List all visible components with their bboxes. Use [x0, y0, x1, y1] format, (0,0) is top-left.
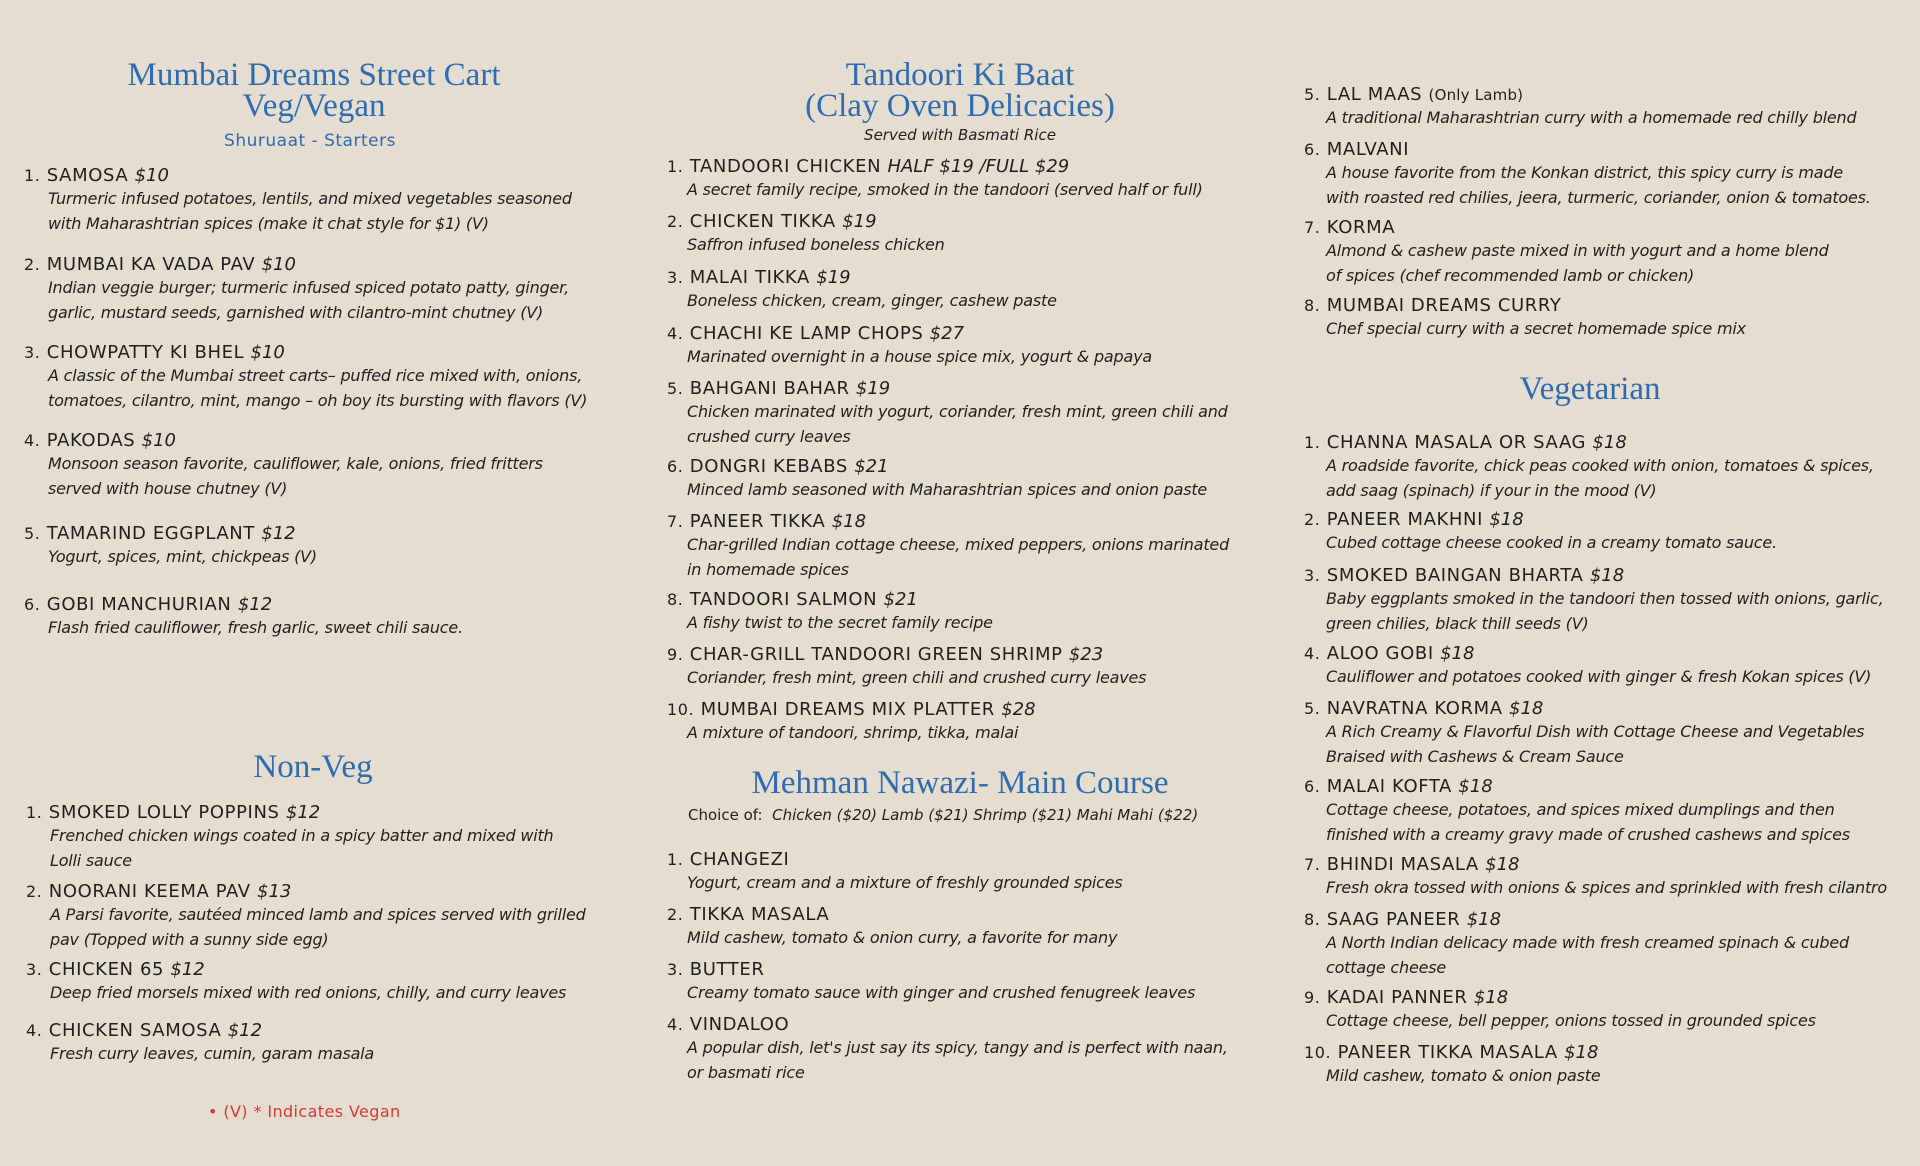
description-line: Deep fried morsels mixed with red onions, chilly, and curry leaves [50, 983, 567, 1002]
menu-item-number: 3. [667, 268, 684, 287]
menu-item-name: SAAG PANEER [1326, 909, 1461, 930]
menu-item-description [1304, 161, 1871, 210]
menu-item-description [667, 611, 993, 636]
description-line: Saffron infused boneless chicken [687, 235, 945, 254]
menu-item-name: MUMBAI DREAMS MIX PLATTER [700, 699, 995, 720]
menu-item [24, 342, 587, 413]
description-line: pav (Topped with a sunny side egg) [50, 929, 329, 949]
menu-item-price: $12 [170, 959, 205, 980]
menu-item-description [26, 824, 554, 873]
menu-item-description [667, 1036, 1228, 1085]
menu-item-number: 6. [667, 457, 684, 476]
menu-item-description [667, 533, 1229, 582]
menu-item-number: 1. [667, 157, 684, 176]
menu-item [1304, 217, 1829, 288]
menu-item-price: $13 [257, 881, 292, 902]
menu-item-description [1304, 454, 1874, 503]
description-line: Yogurt, spices, mint, chickpeas (V) [48, 547, 317, 566]
menu-item-heading [667, 1014, 1228, 1036]
description-line: A roadside favorite, chick peas cooked with onion, tomatoes & spices, [1326, 456, 1874, 475]
menu-item [667, 211, 945, 258]
menu-item-name: KORMA [1326, 217, 1396, 238]
menu-item-name: MUMBAI DREAMS CURRY [1326, 295, 1562, 316]
menu-item-heading [1304, 217, 1829, 239]
menu-item-heading [1304, 909, 1849, 931]
menu-item [1304, 432, 1874, 503]
non-veg-title: Non-Veg [253, 749, 373, 785]
menu-item-heading [1304, 643, 1871, 665]
menu-item-heading [26, 802, 554, 824]
menu-item-number: 2. [1304, 510, 1321, 529]
menu-item-name: CHANNA MASALA OR SAAG [1326, 432, 1587, 453]
menu-item-name: TANDOORI CHICKEN [689, 156, 882, 177]
menu-item-description [667, 981, 1195, 1006]
menu-item [667, 267, 1057, 314]
menu-item-name: PAKODAS [46, 430, 136, 451]
menu-item-price: $19 [816, 267, 851, 288]
menu-item-price: $19 [842, 211, 877, 232]
menu-item-heading [1304, 854, 1887, 876]
menu-item-price: $10 [250, 342, 285, 363]
menu-item [667, 589, 993, 636]
menu-item-heading [667, 323, 1152, 345]
menu-item-heading [1304, 84, 1856, 106]
menu-item-heading [667, 211, 945, 233]
description-line: Yogurt, cream and a mixture of freshly grounded spices [687, 873, 1123, 892]
menu-item-name: VINDALOO [689, 1014, 790, 1035]
menu-item-price: $28 [1001, 699, 1036, 720]
menu-item-description [667, 666, 1146, 691]
description-line: A popular dish, let's just say its spicy, tangy and is perfect with naan, [687, 1038, 1228, 1057]
description-line: Baby eggplants smoked in the tandoori then tossed with onions, garlic, [1326, 589, 1884, 608]
menu-item-heading [667, 511, 1229, 533]
menu-item-description [667, 721, 1036, 746]
menu-item-number: 1. [26, 803, 43, 822]
description-line: or basmati rice [687, 1062, 805, 1082]
description-line: Cottage cheese, potatoes, and spices mixed dumplings and then [1326, 800, 1835, 819]
menu-item-name: BUTTER [689, 959, 765, 980]
menu-item-description [1304, 587, 1884, 636]
menu-item-description [26, 903, 586, 952]
menu-item-number: 9. [1304, 988, 1321, 1007]
menu-item-number: 1. [667, 850, 684, 869]
description-line: Mild cashew, tomato & onion curry, a favorite for many [687, 928, 1118, 947]
menu-item-number: 3. [667, 960, 684, 979]
menu-item [1304, 987, 1816, 1034]
menu-item-number: 4. [24, 431, 41, 450]
menu-item-description [667, 233, 945, 258]
menu-item [667, 1014, 1228, 1085]
menu-item-heading [26, 959, 566, 981]
menu-item-price: $10 [261, 254, 296, 275]
menu-item-description [1304, 720, 1864, 769]
menu-item-number: 6. [24, 595, 41, 614]
description-line: A fishy twist to the secret family recipe [687, 613, 993, 632]
menu-item-price: $21 [883, 589, 918, 610]
description-line: Turmeric infused potatoes, lentils, and mixed vegetables seasoned [48, 189, 572, 208]
menu-item-heading [1304, 987, 1816, 1009]
menu-item-heading [667, 456, 1207, 478]
menu-item [667, 904, 1117, 951]
menu-item-name: MALVANI [1326, 139, 1410, 160]
menu-item-heading [1304, 565, 1884, 587]
menu-item-heading [667, 959, 1195, 981]
description-line: Marinated overnight in a house spice mix, yogurt & papaya [687, 347, 1152, 366]
tandoori-subtitle: Served with Basmati Rice [864, 126, 1056, 144]
menu-item [1304, 776, 1850, 847]
menu-item-heading [1304, 776, 1850, 798]
menu-item-heading [1304, 139, 1871, 161]
menu-item [667, 156, 1203, 203]
menu-item-price: $18 [1485, 854, 1520, 875]
menu-item-name: PANEER MAKHNI [1326, 509, 1484, 530]
menu-item-number: 7. [1304, 218, 1321, 237]
menu-item [26, 881, 586, 952]
menu-item-name: ALOO GOBI [1326, 643, 1434, 664]
description-line: Cubed cottage cheese cooked in a creamy tomato sauce. [1326, 533, 1777, 552]
description-line: garlic, mustard seeds, garnished with cilantro-mint chutney (V) [48, 302, 544, 322]
menu-item-heading [24, 165, 572, 187]
menu-item-description [667, 345, 1152, 370]
description-line: cottage cheese [1326, 957, 1447, 977]
menu-item-name: MUMBAI KA VADA PAV [46, 254, 256, 275]
description-line: Char-grilled Indian cottage cheese, mixed peppers, onions marinated [687, 535, 1230, 554]
menu-item [667, 849, 1123, 896]
main-course-choices: Choice of: Chicken ($20) Lamb ($21) Shrimp ($21) Mahi Mahi ($22) [688, 806, 1199, 824]
description-line: A traditional Maharashtrian curry with a homemade red chilly blend [1326, 108, 1857, 127]
menu-item [26, 959, 566, 1006]
menu-item [667, 378, 1228, 449]
menu-item-note: (Only Lamb) [1428, 86, 1524, 104]
menu-item-heading [667, 904, 1117, 926]
menu-item-description [667, 178, 1203, 203]
menu-item-name: NOORANI KEEMA PAV [48, 881, 251, 902]
menu-item-name: DONGRI KEBABS [689, 456, 848, 477]
menu-item-price: $21 [854, 456, 889, 477]
description-line: Cauliflower and potatoes cooked with ginger & fresh Kokan spices (V) [1326, 667, 1872, 686]
menu-item-name: TIKKA MASALA [689, 904, 830, 925]
menu-item-description [667, 400, 1228, 449]
description-line: Almond & cashew paste mixed in with yogurt and a home blend [1326, 241, 1829, 260]
menu-item [1304, 909, 1849, 980]
menu-item-price: $18 [1466, 909, 1502, 930]
menu-item-price: $10 [141, 430, 176, 451]
menu-item-number: 2. [667, 905, 684, 924]
description-line: green chilies, black thill seeds (V) [1326, 613, 1589, 633]
description-line: tomatoes, cilantro, mint, mango – oh boy its bursting with flavors (V) [48, 390, 588, 410]
description-line: Indian veggie burger; turmeric infused spiced potato patty, ginger, [48, 278, 569, 297]
menu-item-description [667, 289, 1057, 314]
description-line: A Rich Creamy & Flavorful Dish with Cottage Cheese and Vegetables [1326, 722, 1865, 741]
menu-item-description [24, 276, 569, 325]
menu-item-number: 3. [26, 960, 43, 979]
description-line: of spices (chef recommended lamb or chicken) [1326, 265, 1695, 285]
menu-item-heading [1304, 432, 1874, 454]
menu-item-heading [24, 523, 317, 545]
vegan-note: • (V) * Indicates Vegan [208, 1102, 401, 1121]
menu-item-heading [1304, 509, 1777, 531]
menu-item-price: $19 [855, 378, 891, 399]
description-line: A secret family recipe, smoked in the tandoori (served half or full) [687, 180, 1203, 199]
menu-item-number: 3. [24, 343, 41, 362]
menu-item-heading [667, 589, 993, 611]
menu-item-number: 8. [1304, 910, 1321, 929]
menu-item-price: $18 [1592, 432, 1627, 453]
menu-item-description [1304, 317, 1746, 342]
menu-item-heading [24, 342, 587, 364]
description-line: A mixture of tandoori, shrimp, tikka, malai [687, 723, 1019, 742]
menu-item-number: 3. [1304, 566, 1321, 585]
menu-item-description [667, 871, 1123, 896]
menu-item-price: HALF $19 /FULL $29 [887, 156, 1070, 177]
street-cart-title: Mumbai Dreams Street Cart Veg/Vegan [127, 57, 501, 124]
menu-item-number: 9. [667, 645, 684, 664]
menu-item-description [24, 187, 572, 236]
menu-item-price: $18 [1458, 776, 1493, 797]
menu-item-name: CHAR-GRILL TANDOORI GREEN SHRIMP [689, 644, 1063, 665]
menu-item [24, 254, 569, 325]
menu-item-price: $27 [929, 323, 965, 344]
description-line: Mild cashew, tomato & onion paste [1326, 1066, 1601, 1085]
description-line: A Parsi favorite, sautéed minced lamb and spices served with grilled [50, 905, 586, 924]
menu-item [667, 699, 1036, 746]
menu-item [1304, 854, 1887, 901]
menu-item-heading [1304, 1042, 1600, 1064]
menu-item-price: $18 [1489, 509, 1524, 530]
menu-item-heading [667, 267, 1057, 289]
menu-item [667, 511, 1229, 582]
menu-item [1304, 295, 1746, 342]
menu-item-number: 10. [1304, 1043, 1332, 1062]
menu-item-number: 2. [24, 255, 41, 274]
main-course-title: Mehman Nawazi- Main Course [751, 765, 1169, 801]
menu-item-number: 4. [667, 1015, 684, 1034]
menu-item [1304, 643, 1871, 690]
menu-item-description [1304, 876, 1887, 901]
menu-item [1304, 565, 1884, 636]
menu-item-name: GOBI MANCHURIAN [46, 594, 232, 615]
tandoori-title: Tandoori Ki Baat (Clay Oven Delicacies) [805, 57, 1115, 124]
description-line: in homemade spices [687, 559, 849, 579]
menu-item-number: 5. [24, 524, 41, 543]
description-line: Lolli sauce [50, 850, 132, 870]
menu-item-number: 4. [1304, 644, 1321, 663]
vegetarian-title: Vegetarian [1519, 371, 1661, 407]
menu-item-heading [24, 254, 569, 276]
menu-item-description [1304, 798, 1850, 847]
description-line: Braised with Cashews & Cream Sauce [1326, 746, 1624, 766]
menu-item-name: CHOWPATTY KI BHEL [46, 342, 245, 363]
menu-item-number: 4. [667, 324, 684, 343]
street-cart-subtitle: Shuruaat - Starters [224, 131, 396, 151]
description-line: with Maharashtrian spices (make it chat style for $1) (V) [48, 213, 489, 233]
menu-item-heading [1304, 698, 1864, 720]
menu-item-number: 8. [667, 590, 684, 609]
menu-item-name: LAL MAAS [1326, 84, 1423, 105]
menu-item-number: 10. [667, 700, 695, 719]
description-line: Frenched chicken wings coated in a spicy batter and mixed with [50, 826, 554, 845]
menu-item-description [1304, 531, 1777, 556]
menu-item [667, 959, 1195, 1006]
menu-item [667, 644, 1146, 691]
menu-item-heading [667, 699, 1036, 721]
menu-item-heading [26, 1020, 374, 1042]
menu-item-number: 6. [1304, 140, 1321, 159]
menu-item-heading [24, 594, 463, 616]
menu-item-name: NAVRATNA KORMA [1326, 698, 1503, 719]
menu-item-number: 2. [26, 882, 43, 901]
menu-item-name: TAMARIND EGGPLANT [46, 523, 255, 544]
description-line: Fresh curry leaves, cumin, garam masala [50, 1044, 375, 1063]
menu-item-heading [667, 644, 1146, 666]
menu-item-description [24, 545, 317, 570]
description-line: Chef special curry with a secret homemade spice mix [1326, 319, 1746, 338]
menu-item-name: CHICKEN TIKKA [689, 211, 836, 232]
menu-item-name: PANEER TIKKA MASALA [1337, 1042, 1558, 1063]
menu-item [1304, 509, 1777, 556]
description-line: crushed curry leaves [687, 426, 851, 446]
menu-item [24, 523, 317, 570]
menu-item-name: SMOKED BAINGAN BHARTA [1326, 565, 1584, 586]
menu-item-price: $18 [1509, 698, 1544, 719]
description-line: A house favorite from the Konkan district, this spicy curry is made [1326, 163, 1844, 182]
menu-item-name: BAHGANI BAHAR [689, 378, 850, 399]
description-line: A North Indian delicacy made with fresh creamed spinach & cubed [1326, 933, 1849, 952]
menu-item [1304, 84, 1856, 131]
description-line: Flash fried cauliflower, fresh garlic, sweet chili sauce. [48, 618, 463, 637]
menu-item-heading [667, 156, 1203, 178]
menu-item-price: $18 [1564, 1042, 1599, 1063]
description-line: Chicken marinated with yogurt, coriander, fresh mint, green chili and [687, 402, 1228, 421]
menu-item-description [1304, 1064, 1600, 1089]
menu-item-number: 5. [1304, 85, 1321, 104]
menu-item-name: KADAI PANNER [1326, 987, 1468, 1008]
menu-item-name: CHICKEN 65 [48, 959, 165, 980]
menu-item [24, 165, 572, 236]
description-line: with roasted red chilies, jeera, turmeric, coriander, onion & tomatoes. [1326, 187, 1871, 207]
menu-item-number: 8. [1304, 296, 1321, 315]
menu-item [24, 430, 543, 501]
menu-item-name: SMOKED LOLLY POPPINS [48, 802, 280, 823]
menu-item-description [1304, 239, 1829, 288]
menu-item [26, 802, 554, 873]
menu-item-description [24, 616, 463, 641]
description-line: Creamy tomato sauce with ginger and crushed fenugreek leaves [687, 983, 1196, 1002]
description-line: served with house chutney (V) [48, 478, 288, 498]
menu-item-number: 1. [24, 166, 41, 185]
description-line: add saag (spinach) if your in the mood (V) [1326, 480, 1657, 500]
description-line: Boneless chicken, cream, ginger, cashew paste [687, 291, 1057, 310]
menu-item-description [1304, 106, 1856, 131]
menu-item-description [26, 1042, 374, 1067]
menu-item-name: SAMOSA [46, 165, 129, 186]
menu-item [667, 323, 1152, 370]
description-line: A classic of the Mumbai street carts– puffed rice mixed with, onions, [48, 366, 583, 385]
menu-item-name: CHACHI KE LAMP CHOPS [689, 323, 924, 344]
menu-item-number: 4. [26, 1021, 43, 1040]
menu-item-name: TANDOORI SALMON [689, 589, 878, 610]
menu-item [24, 594, 463, 641]
menu-item-price: $18 [1440, 643, 1475, 664]
description-line: Coriander, fresh mint, green chili and crushed curry leaves [687, 668, 1147, 687]
menu-item-heading [24, 430, 543, 452]
menu-item-price: $18 [1589, 565, 1625, 586]
menu-item-description [26, 981, 566, 1006]
menu-item-price: $10 [134, 165, 169, 186]
menu-item-number: 6. [1304, 777, 1321, 796]
menu-item-price: $18 [1473, 987, 1509, 1008]
description-line: Minced lamb seasoned with Maharashtrian spices and onion paste [687, 480, 1208, 499]
menu-item-price: $12 [227, 1020, 263, 1041]
menu-item-number: 5. [1304, 699, 1321, 718]
menu-item-price: $18 [831, 511, 867, 532]
menu-item-heading [667, 378, 1228, 400]
menu-item-price: $23 [1068, 644, 1104, 665]
description-line: Cottage cheese, bell pepper, onions tossed in grounded spices [1326, 1011, 1816, 1030]
menu-item-heading [26, 881, 586, 903]
menu-item-description [24, 452, 543, 501]
menu-item-description [1304, 1009, 1816, 1034]
description-line: Fresh okra tossed with onions & spices and sprinkled with fresh cilantro [1326, 878, 1888, 897]
menu-item-description [24, 364, 587, 413]
menu-item-name: BHINDI MASALA [1326, 854, 1479, 875]
menu-item-heading [667, 849, 1123, 871]
menu-item-name: MALAI TIKKA [689, 267, 810, 288]
menu-item-name: CHICKEN SAMOSA [48, 1020, 222, 1041]
description-line: finished with a creamy gravy made of crushed cashews and spices [1326, 824, 1850, 844]
menu-item-description [667, 926, 1117, 951]
menu-item-price: $12 [285, 802, 321, 823]
menu-item-name: PANEER TIKKA [689, 511, 826, 532]
menu-item-name: CHANGEZI [689, 849, 790, 870]
menu-item-description [667, 478, 1207, 503]
menu-item [667, 456, 1207, 503]
menu-item-description [1304, 931, 1849, 980]
description-line: Monsoon season favorite, cauliflower, kale, onions, fried fritters [48, 454, 543, 473]
menu-item [1304, 1042, 1600, 1089]
menu-item [1304, 139, 1871, 210]
menu-item-number: 2. [667, 212, 684, 231]
menu-item-number: 7. [667, 512, 684, 531]
menu-item-name: MALAI KOFTA [1326, 776, 1452, 797]
menu-item-number: 7. [1304, 855, 1321, 874]
menu-item-number: 1. [1304, 433, 1321, 452]
menu-item-heading [1304, 295, 1746, 317]
menu-item-price: $12 [237, 594, 273, 615]
menu-item-price: $12 [261, 523, 296, 544]
menu-item [26, 1020, 374, 1067]
menu-item-description [1304, 665, 1871, 690]
menu-item-number: 5. [667, 379, 684, 398]
menu-item [1304, 698, 1864, 769]
